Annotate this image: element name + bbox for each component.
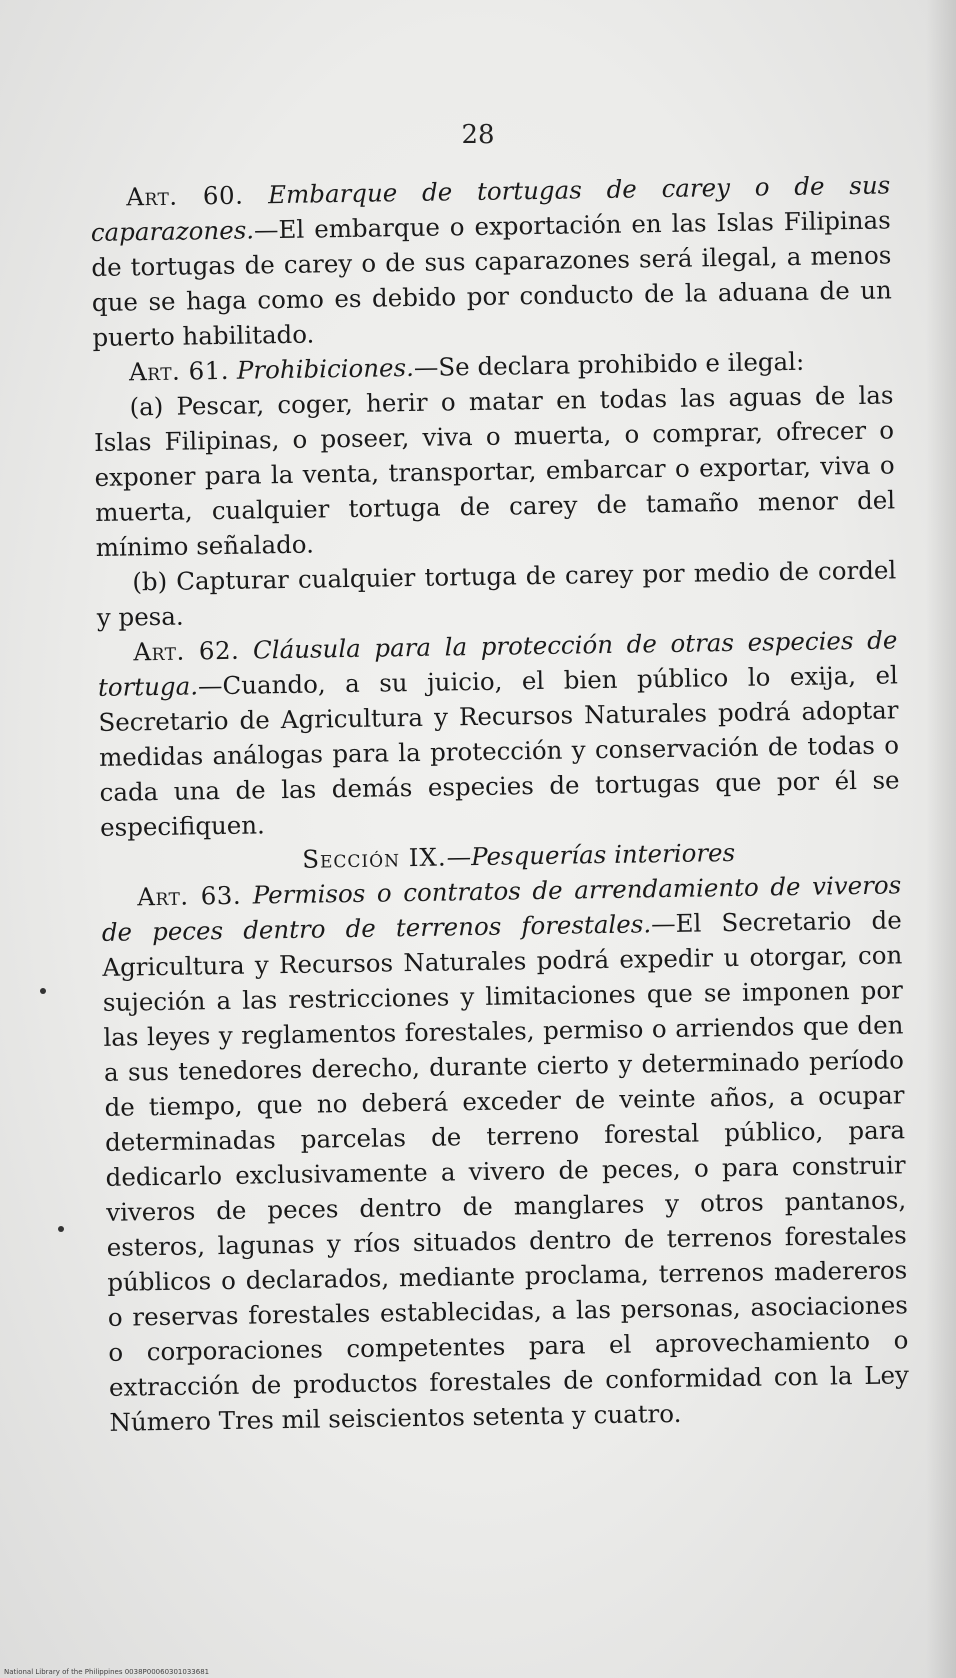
item-text: (a) Pescar, coger, herir o matar en todas las aguas de las Islas Filipinas, o poseer, viva o muerta, o comprar, ofrecer o exponer para la venta, transportar, embarcar o exportar, viva o muerta, cualquier tortuga de carey de tamaño menor del mínimo señalado. [93,380,896,562]
document-body [90,167,910,1439]
article-label: Art. 60. [126,180,244,212]
scan-speck [58,1226,64,1232]
section-label: Sección IX. [301,842,447,874]
item-text: (b) Capturar cualquier tortuga de carey por medio de cordel y pesa. [96,555,897,632]
article-60 [90,167,893,355]
article-label: Art. 61. [128,355,230,387]
scan-speck [40,988,46,994]
article-text: —El Secretario de Agricultura y Recursos Naturales podrá expedir u otorgar, con sujeción a las restricciones y limitaciones que se imponen por las leyes y reglamentos forestales, permiso o arriendos que den a sus tenedores derecho, durante cierto y determinado período de tiempo, que no deberá exceder de veinte años, a ocupar determinadas parcelas de terreno forestal público, para dedicarlo exclusivamente a vivero de peces, o para construir viveros de peces dentro de manglares y otros pantanos, esteros, lagunas y ríos situados dentro de terrenos forestales públicos o declarados, mediante proclama, terrenos madereros o reservas forestales establecidas, a las personas, asociaciones o corporaciones competentes para el aprovechamiento o extracción de productos forestales de conformidad con la Ley Número Tres mil seiscientos setenta y cuatro. [102,905,910,1437]
article-text: —Se declara prohibido e ilegal: [413,346,805,382]
page-edge-shadow [926,0,956,1678]
article-label: Art. 62. [133,635,240,667]
article-61-item-b [96,552,897,635]
article-text: —El embarque o exportación en las Islas Filipinas de tortugas de carey o de sus caparazones será ilegal, a menos que se haga como es debido por conducto de la aduana de un puerto habilitado. [91,205,893,352]
article-title: Prohibiciones. [236,352,415,385]
article-61-item-a [93,377,896,565]
article-63 [101,867,910,1439]
article-title: Cláusula para la protección de otras especies de tortuga. [97,625,898,702]
article-title: Embarque de tortugas de carey o de sus caparazones. [90,170,891,247]
page-number: 28 [461,120,495,150]
section-title: —Pesquerías interiores [446,837,736,872]
scan-footer: National Library of the Philippines 0038P00060301033681 [4,1668,210,1676]
article-62 [97,622,900,845]
article-title: Permisos o contratos de arrendamiento de viveros de peces dentro de terrenos forestales. [101,870,902,947]
article-text: —Cuando, a su juicio, el bien público lo exija, el Secretario de Agricultura y Recursos Naturales podrá adoptar medidas análogas para la protección y conservación de todas o cada una de las demás especies de tortugas que por él se especifiquen. [98,660,900,842]
article-label: Art. 63. [137,880,242,912]
